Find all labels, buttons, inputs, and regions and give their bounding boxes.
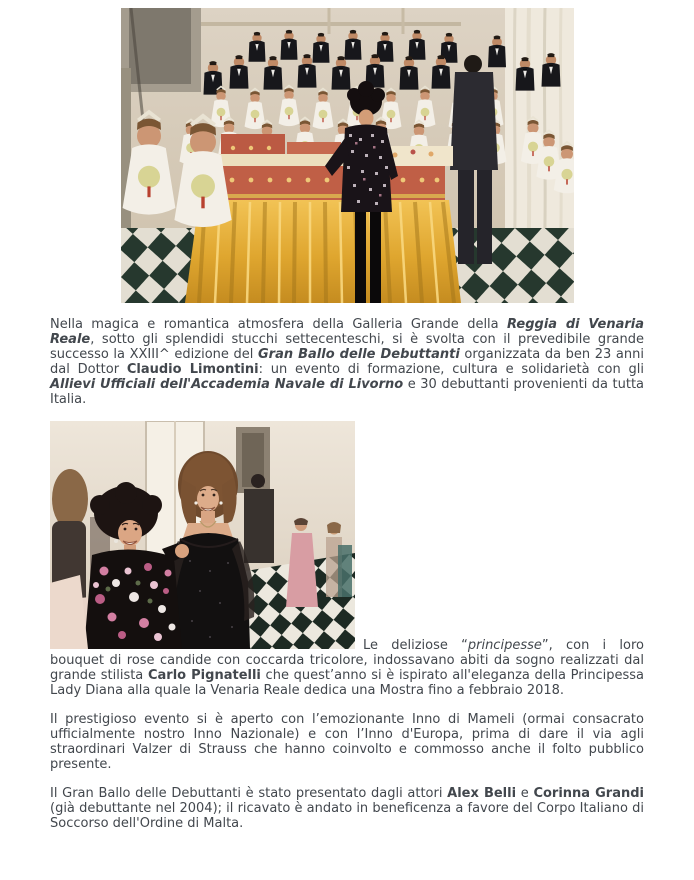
text-segment: Il Gran Ballo delle Debuttanti è stato presentato dagli attori (50, 786, 448, 801)
text-segment-bold: Alex Belli (447, 786, 517, 801)
text-segment-bold: Carlo Pignatelli (147, 668, 261, 683)
hero-photo-block (50, 8, 644, 303)
paragraph-intro (50, 317, 644, 407)
ballroom-group-photo (121, 8, 574, 303)
text-segment-bold: Corinna Grandi (533, 786, 645, 801)
text-segment: , sotto gli splendidi stucchi settecenteschi, si è svolta con il prevedibile grande successo la XXIII^ edizione del (50, 332, 644, 362)
text-segment-bold-italic: Reggia di Venaria Reale (50, 317, 644, 347)
paragraph-dresses (50, 421, 644, 698)
text-segment: Le deliziose “ (363, 638, 468, 653)
text-segment: organizzata da ben 23 anni dal Dottor (50, 347, 644, 377)
text-segment: ”, con i loro bouquet di rose candide con coccarda tricolore, indossavano abiti da sogno realizzati dal grande stilista (50, 638, 644, 683)
text-segment-italic: principesse (467, 638, 542, 653)
text-segment: che quest’anno si è ispirato all'eleganza della Principessa Lady Diana alla quale la Venaria Reale dedica una Mostra fino a febbraio 2018. (50, 668, 644, 698)
text-segment: (già debuttante nel 2004); il ricavato è andato in beneficenza a favore del Corpo Italiano di Soccorso dell'Ordine di Malta. (50, 801, 644, 831)
text-segment: : un evento di formazione, cultura e solidarietà con gli (258, 362, 644, 377)
text-segment: e 30 debuttanti provenienti da tutta Italia. (50, 377, 645, 407)
text-segment-bold: Claudio Limontini (126, 362, 259, 377)
paragraph-presenters (50, 786, 644, 831)
paragraph-anthems (50, 712, 644, 772)
text-segment-bold-italic: Allievi Ufficiali dell'Accademia Navale di Livorno (50, 377, 404, 392)
text-segment: Nella magica e romantica atmosfera della Galleria Grande della (50, 317, 508, 332)
text-segment: e (516, 786, 534, 801)
text-segment-bold-italic: Gran Ballo delle Debuttanti (258, 347, 460, 362)
text-segment: Il prestigioso evento si è aperto con l’emozionante Inno di Mameli (ormai consacrato ufficialmente nostro Inno Nazionale) e con l’Inno d'Europa, prima di dare il via agli straordinari Valzer di Strauss che hanno coinvolto e commosso anche il folto pubblico presente. (50, 712, 644, 772)
ball-guests-photo (50, 421, 355, 649)
